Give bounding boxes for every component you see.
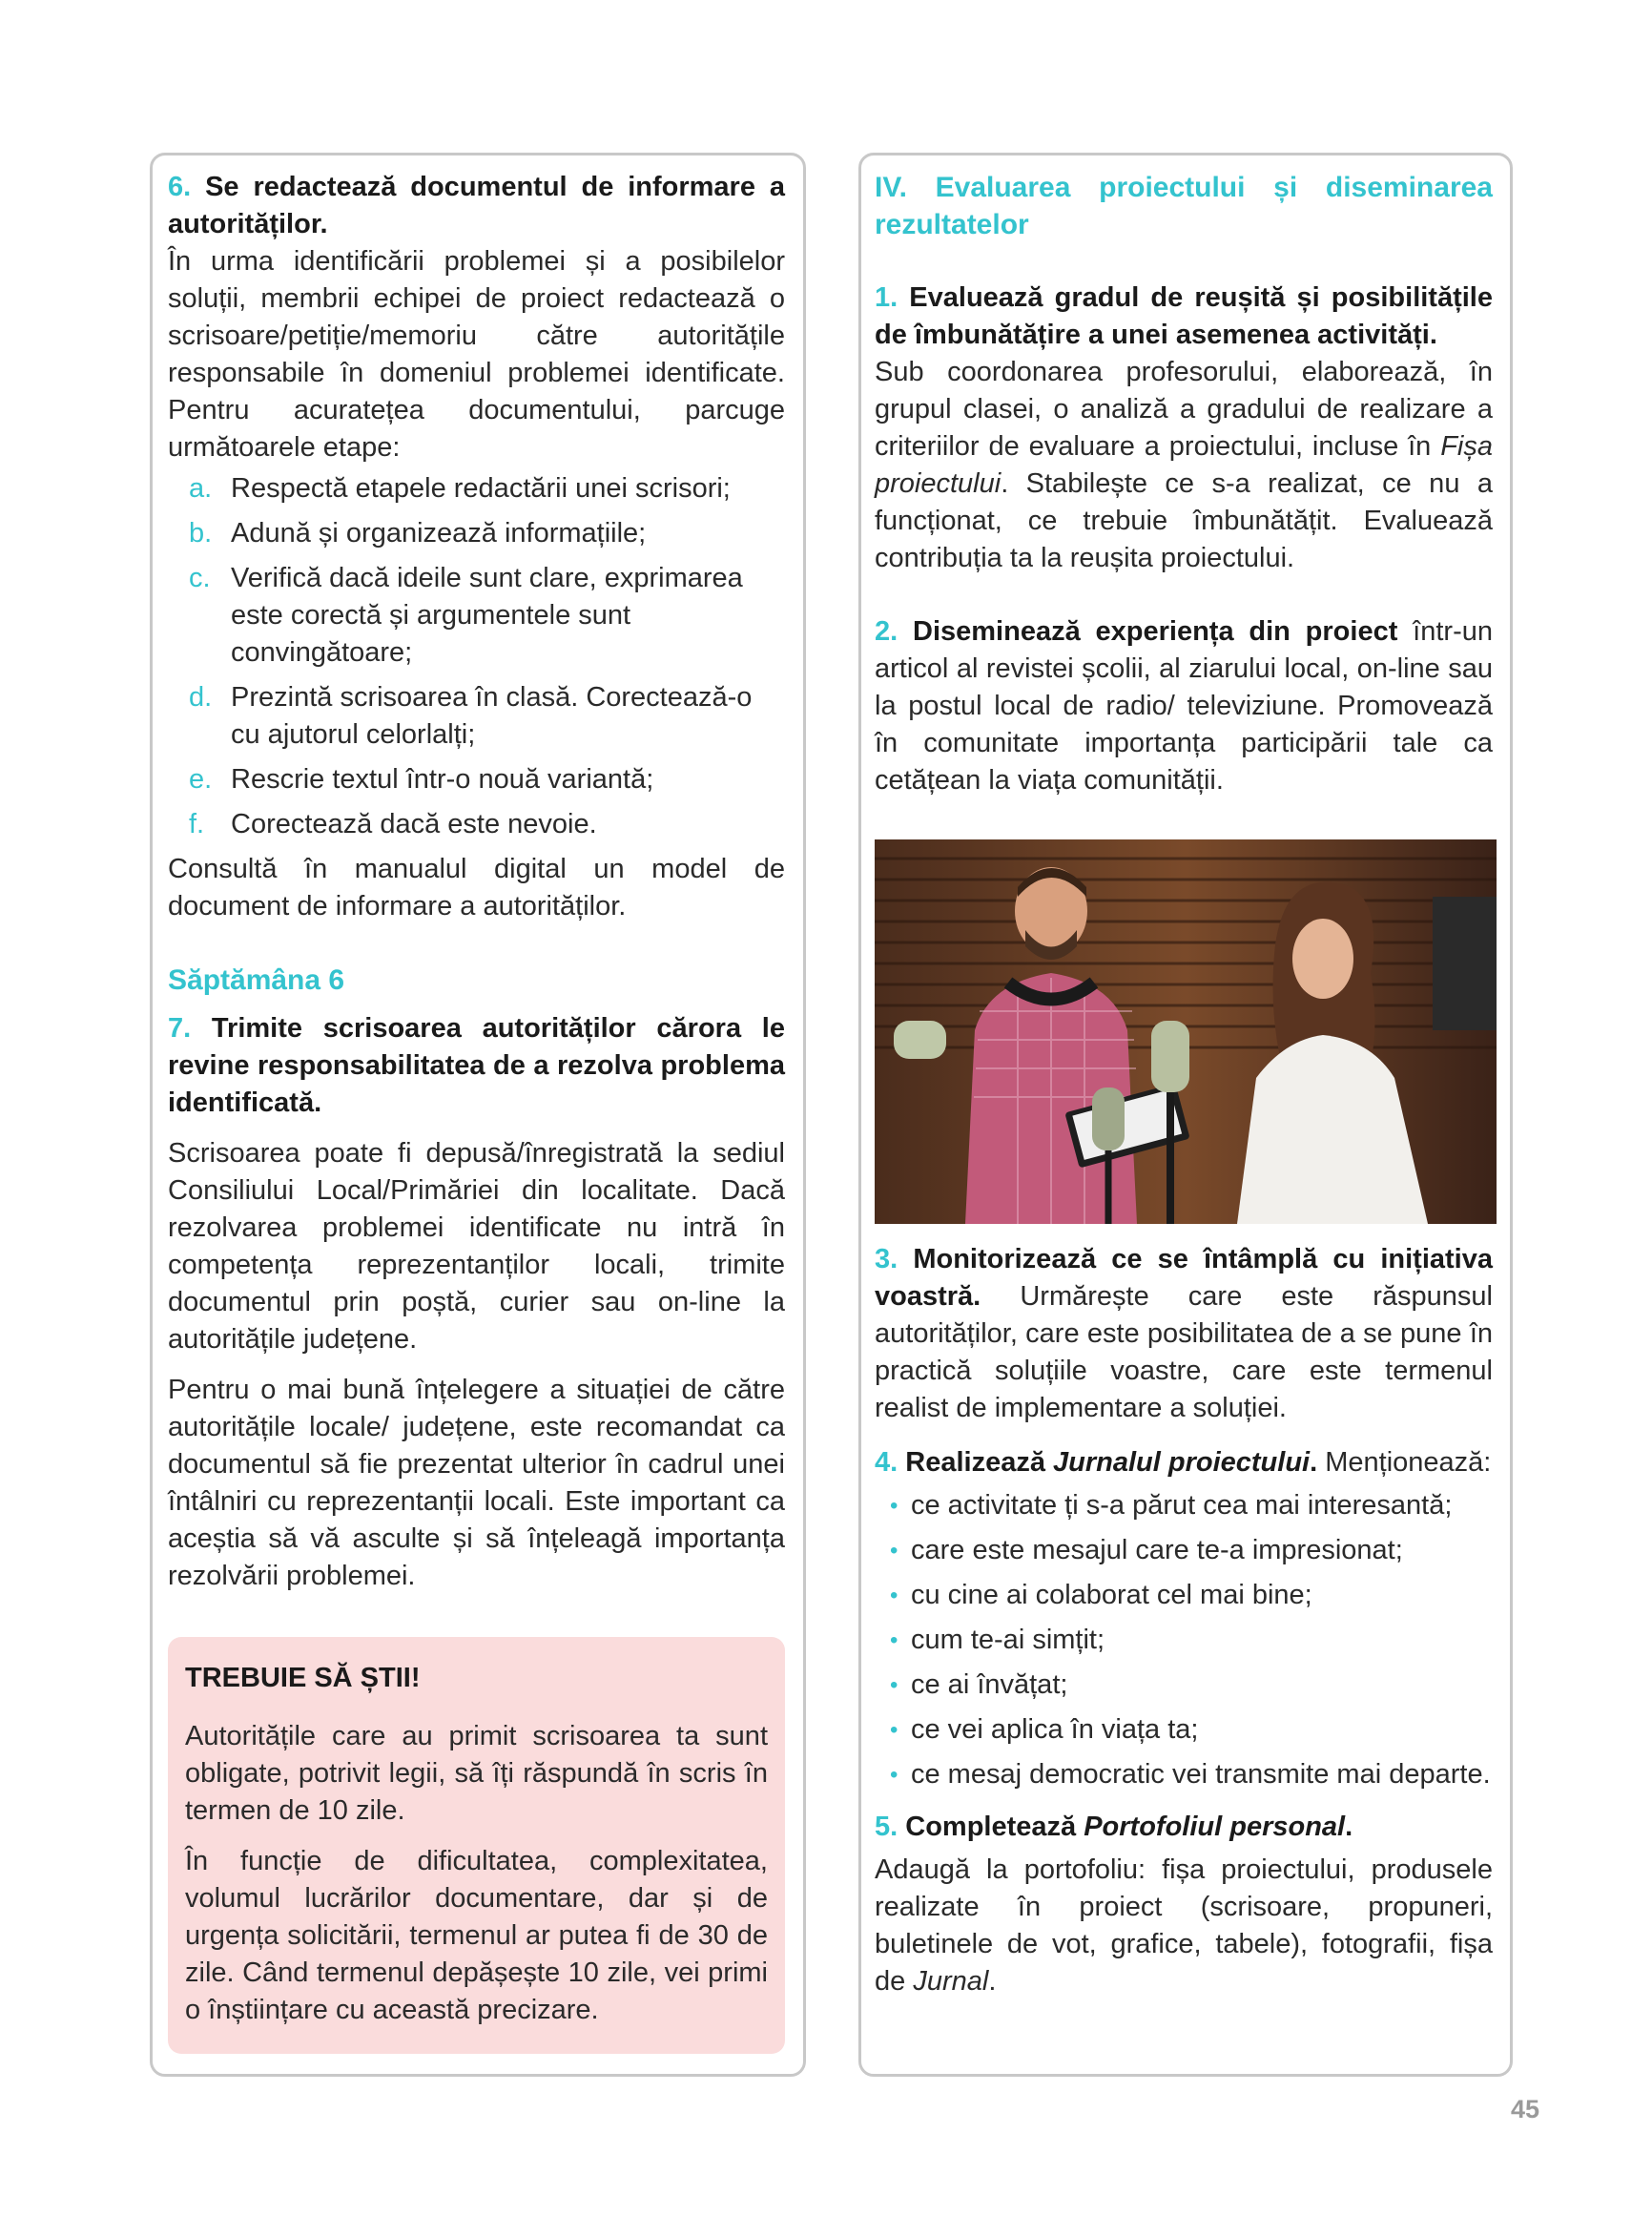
info-box-paragraph-1: Autoritățile care au primit scrisoarea ta sunt obligate, potrivit legii, să îți răspundă în scris în termen de 10 zile. <box>185 1721 768 1826</box>
step6-title: Se redactează documentul de informare a autorităților. <box>168 172 785 239</box>
step6-heading <box>168 169 785 243</box>
step1-number: 1. <box>875 282 898 313</box>
step2-title: Diseminează experiența din proiect <box>913 616 1398 647</box>
info-box-title: TREBUIE SĂ ȘTII! <box>185 1663 421 1693</box>
step6-footer: Consultă în manualul digital un model de document de informare a autorităților. <box>168 854 785 922</box>
week-heading: Săptămâna 6 <box>168 964 345 996</box>
info-box-paragraph-2: În funcție de dificultatea, complexitatea, volumul lucrărilor documentare, dar și de urgența solicitării, termenul ar putea fi de 30 de zile. Când termenul depășește 10 zile, vei primi o înștiințare cu această precizare. <box>185 1846 768 2025</box>
list-item: c. Verifică dacă ideile sunt clare, exprimarea este corectă și argumentele sunt convingătoare; <box>189 563 743 668</box>
step2-number: 2. <box>875 616 898 647</box>
step7-title: Trimite scrisoarea autorităților cărora le revine responsabilitatea de a rezolva problema identificată. <box>168 1013 785 1118</box>
step4-number: 4. <box>875 1447 898 1478</box>
step6-number: 6. <box>168 172 192 202</box>
list-item: • cum te-ai simțit; <box>890 1625 1105 1655</box>
step5-heading: 5. Completează Portofoliul personal. <box>875 1812 1353 1842</box>
podcast-illustration <box>875 839 1497 1224</box>
list-item: • ce mesaj democratic vei transmite mai departe. <box>890 1759 1491 1790</box>
list-item: b. Adună și organizează informațiile; <box>189 518 647 549</box>
step7-heading <box>168 1010 785 1122</box>
right-column <box>858 153 1513 2077</box>
list-item: • cu cine ai colaborat cel mai bine; <box>890 1580 1312 1610</box>
info-box <box>168 1637 785 2054</box>
page-number: 45 <box>1511 2095 1540 2123</box>
step2-paragraph: 2. Diseminează experiența din proiect într-un articol al revistei școlii, al ziarului local, on-line sau la postul local de radio/ televiziune. Promovează în comunitate importanța participării tale ca cetățean la viața comunității. <box>875 616 1493 796</box>
list-item: f. Corectează dacă este nevoie. <box>189 809 597 839</box>
list-item: d. Prezintă scrisoarea în clasă. Corectează-o cu ajutorul celorlalți; <box>189 682 753 750</box>
step6-list <box>168 470 785 843</box>
step3-paragraph: 3. Monitorizează ce se întâmplă cu inițiativa voastră. Urmărește care este răspunsul autorităților, care este posibilitatea de a se pune în practică soluțiile voastre, care este termenul realist de implementare a soluției. <box>875 1244 1493 1423</box>
step5-number: 5. <box>875 1812 898 1842</box>
list-item: • ce activitate ți s-a părut cea mai interesantă; <box>890 1490 1453 1521</box>
step7-paragraph-1: Scrisoarea poate fi depusă/înregistrată la sediul Consiliului Local/Primăriei din localitate. Dacă rezolvarea problemei identificate nu intră în competența reprezentanților locali, trimite documentul prin poștă, curier sau on-line la autoritățile județene. <box>168 1138 785 1355</box>
step3-number: 3. <box>875 1244 898 1274</box>
step1-title: Evaluează gradul de reușită și posibilitățile de îmbunătățire a unei asemenea activități. <box>875 282 1493 350</box>
step4-heading: 4. Realizează Jurnalul proiectului. Menționează: <box>875 1447 1492 1478</box>
step1-body: Sub coordonarea profesorului, elaborează, în grupul clasei, o analiză a gradului de realizare a criteriilor de evaluare a proiectului, incluse în Fișa proiectului. Stabilește ce s-a realizat, ce nu a funcționat, ce trebuie îmbunătățit. Evaluează contribuția ta la reușita proiectului. <box>875 357 1493 573</box>
list-item: • care este mesajul care te-a impresionat; <box>890 1535 1403 1565</box>
list-item: • ce vei aplica în viața ta; <box>890 1714 1199 1745</box>
section-title: IV. Evaluarea proiectului și diseminarea rezultatelor <box>875 172 1493 240</box>
step1-heading <box>875 280 1493 354</box>
list-item: e. Rescrie textul într-o nouă variantă; <box>189 764 654 795</box>
left-column <box>150 153 806 2077</box>
step6-body: În urma identificării problemei și a posibilelor soluții, membrii echipei de proiect redactează o scrisoare/petiție/memoriu către autoritățile responsabile în domeniul problemei identificate. Pentru acuratețea documentului, parcuge următoarele etape: <box>168 246 785 463</box>
step5-body: Adaugă la portofoliu: fișa proiectului, produsele realizate în proiect (scrisoare, propuneri, buletinele de vot, grafice, tabele), fotografii, fișa de Jurnal. <box>875 1854 1493 1997</box>
step3-title: Monitorizează ce se întâmplă cu inițiativa voastră. <box>875 1244 1493 1312</box>
step7-number: 7. <box>168 1013 192 1044</box>
list-item: • ce ai învățat; <box>890 1669 1068 1700</box>
list-item: a. Respectă etapele redactării unei scrisori; <box>189 473 731 504</box>
step4-bullet-list <box>875 1487 1493 1793</box>
step7-paragraph-2: Pentru o mai bună înțelegere a situației de către autoritățile locale/ județene, este recomandat ca documentul să fie prezentat ulterior în cadrul unei întâlniri cu reprezentanții locali. Este important ca aceștia să vă asculte și să înțeleagă importanța rezolvării problemei. <box>168 1375 785 1591</box>
podcast-photo <box>875 839 1497 1224</box>
